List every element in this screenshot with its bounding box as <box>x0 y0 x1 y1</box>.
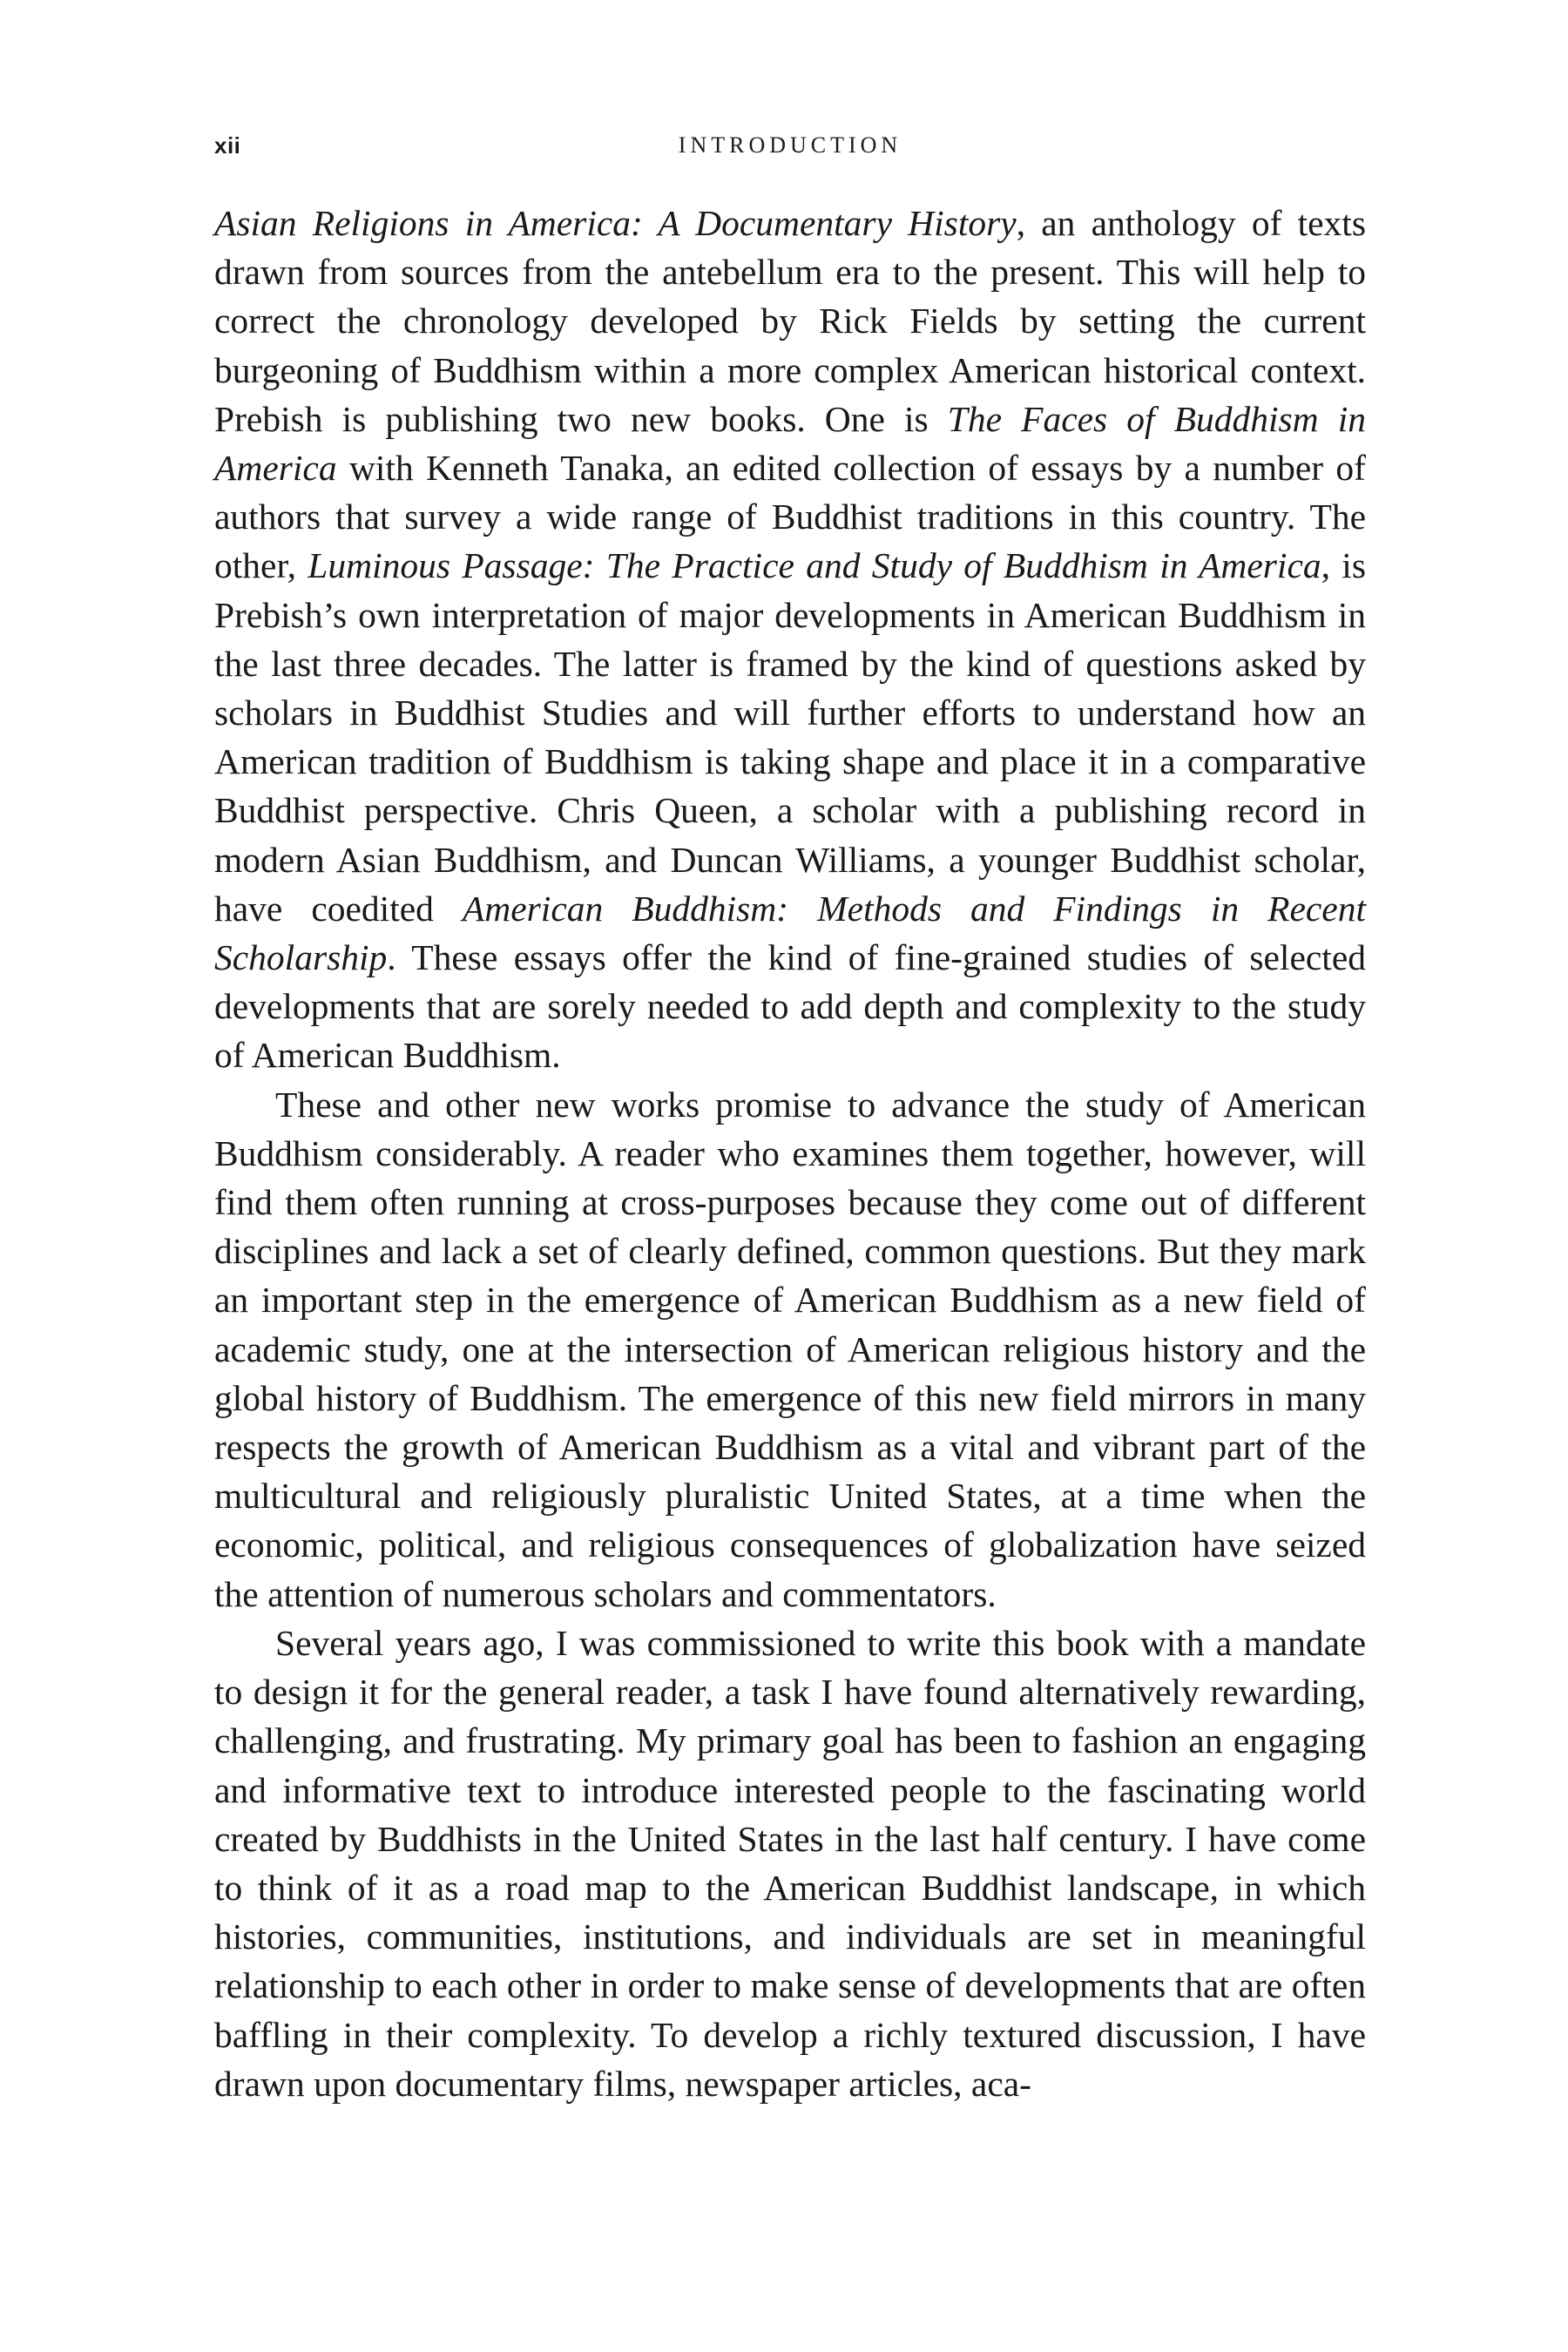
italic-title: Luminous Passage: The Practice and Study of Buddhism in America <box>308 545 1321 586</box>
running-head <box>214 132 1366 167</box>
text-span: , an anthology of texts drawn from sources from the antebellum era to the present. This will help to correct the chronology developed by Rick Fields by setting the current burgeoning of Buddhism within a more complex American historical context. Prebish is publishing two new books. One is <box>214 203 1366 439</box>
page-number: xii <box>214 132 241 159</box>
body-text <box>214 199 1366 2108</box>
text-span: . These essays offer the kind of fine-grained studies of selected developments that are sorely needed to add depth and complexity to the study of American Buddhism. <box>214 937 1366 1076</box>
text-span: These and other new works promise to advance the study of American Buddhism considerably. A reader who examines them together, however, will find them often running at cross-purposes because they come out of different disciplines and lack a set of clearly defined, common questions. But they mark an important step in the emergence of American Buddhism as a new field of academic study, one at the intersection of American religious history and the global history of Buddhism. The emergence of this new field mirrors in many respects the growth of American Buddhism as a vital and vibrant part of the multicultural and religiously pluralistic United States, at a time when the economic, political, and religious consequences of globalization have seized the attention of numerous scholars and commentators. <box>214 1084 1366 1614</box>
text-span: with Kenneth Tanaka, an edited collection of essays by a number of authors that survey a wide range of Buddhist traditions in this country. The other, <box>214 448 1366 586</box>
chapter-title: INTRODUCTION <box>678 132 902 158</box>
italic-title: American Buddhism: Methods and Findings in Recent Scholarship <box>214 888 1366 978</box>
paragraph-1 <box>214 199 1366 1080</box>
italic-title: The Faces of Buddhism in America <box>214 398 1366 489</box>
italic-title: Asian Religions in America: A Documentary History <box>214 203 1017 243</box>
text-span: Several years ago, I was commissioned to write this book with a mandate to design it for the general reader, a task I have found alternatively rewarding, challenging, and frustrating. My primary goal has been to fashion an engaging and informative text to introduce interested people to the fascinating world created by Buddhists in the United States in the last half century. I have come to think of it as a road map to the American Buddhist landscape, in which histories, communities, institutions, and individuals are set in meaningful relationship to each other in order to make sense of developments that are often baffling in their complexity. To develop a richly textured discussion, I have drawn upon documentary films, newspaper articles, aca- <box>214 1622 1366 2104</box>
paragraph-3 <box>214 1619 1366 2108</box>
text-span: , is Prebish’s own interpretation of major developments in American Buddhism in the last three decades. The latter is framed by the kind of questions asked by scholars in Buddhist Studies and will further efforts to understand how an American tradition of Buddhism is taking shape and place it in a comparative Buddhist perspective. Chris Queen, a scholar with a publishing record in modern Asian Buddhism, and Duncan Williams, a younger Buddhist scholar, have coedited <box>214 545 1366 929</box>
paragraph-2 <box>214 1080 1366 1619</box>
